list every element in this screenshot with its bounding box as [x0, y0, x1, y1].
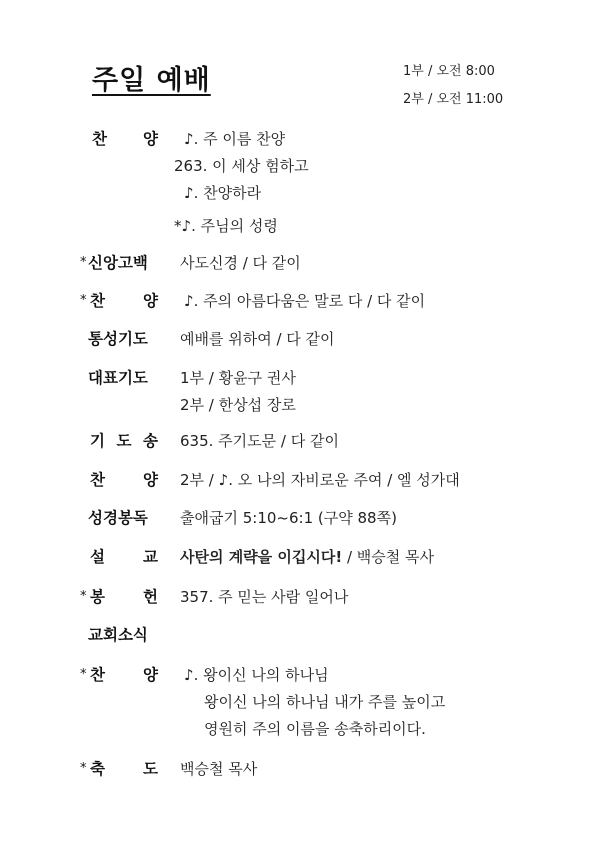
order-line: 예배를 위하여 / 다 같이	[180, 330, 335, 348]
order-line: ♪. 찬양하라	[184, 184, 262, 202]
order-line: ♪. 왕이신 나의 하나님	[184, 666, 329, 684]
order-content	[180, 327, 335, 354]
sermon-preacher: / 백승철 목사	[342, 548, 434, 566]
order-content	[180, 506, 397, 533]
order-line: ♪. 주의 아름다움은 말로 다 / 다 같이	[184, 292, 426, 310]
order-line: 1부 / 황윤구 권사	[180, 369, 296, 387]
order-content	[180, 366, 296, 420]
service-time-second: 2부 / 오전 11:00	[403, 92, 504, 107]
order-line: 2부 / 한상섭 장로	[180, 396, 296, 414]
order-content	[180, 251, 301, 278]
order-line: ♪. 주 이름 찬양	[184, 130, 286, 148]
order-line: 출애굽기 5:10~6:1 (구약 88쪽)	[180, 509, 397, 527]
order-content	[180, 585, 348, 612]
order-line: 왕이신 나의 하나님 내가 주를 높이고	[204, 693, 446, 711]
order-line: *♪. 주님의 성령	[174, 217, 278, 235]
service-time-first: 1부 / 오전 8:00	[403, 64, 495, 79]
order-line: 영원히 주의 이름을 송축하리이다.	[204, 720, 426, 738]
order-line: 백승철 목사	[180, 760, 258, 778]
order-content	[180, 429, 339, 456]
sermon-line	[180, 545, 434, 572]
order-line: 635. 주기도문 / 다 같이	[180, 432, 339, 450]
sermon-title: 사탄의 계략을 이깁시다!	[180, 548, 343, 566]
order-content	[180, 545, 434, 572]
page-title: 주일 예배	[92, 65, 211, 96]
order-content	[174, 127, 309, 241]
order-content	[180, 663, 445, 744]
order-content	[180, 468, 460, 495]
order-content	[180, 289, 425, 316]
order-content	[180, 757, 257, 784]
order-line: 사도신경 / 다 같이	[180, 254, 301, 272]
order-line: 2부 / ♪. 오 나의 자비로운 주여 / 엘 성가대	[180, 471, 460, 489]
order-line: 263. 이 세상 험하고	[174, 157, 309, 175]
service-times	[403, 58, 503, 114]
order-line: 357. 주 믿는 사람 일어나	[180, 588, 349, 606]
